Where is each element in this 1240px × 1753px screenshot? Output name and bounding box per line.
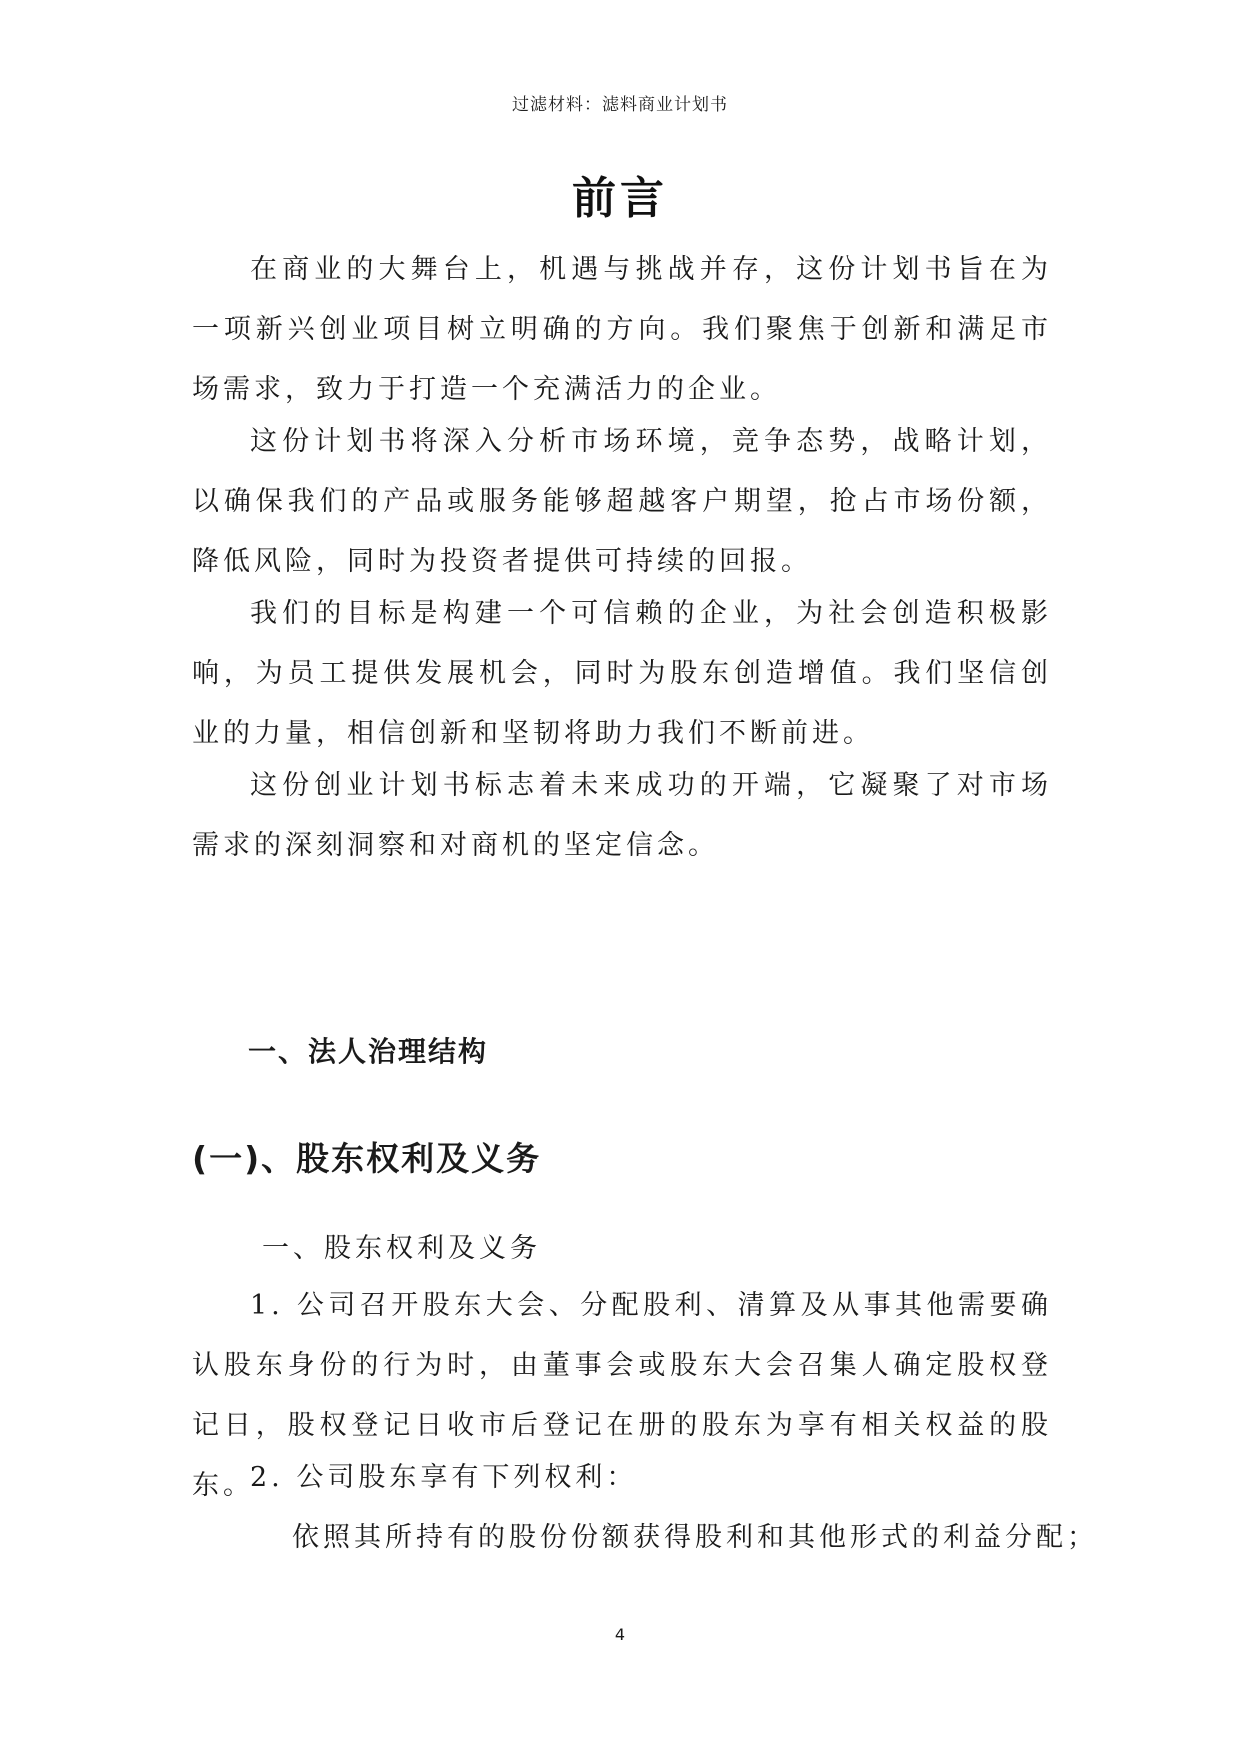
preface-paragraph-1: 在商业的大舞台上，机遇与挑战并存，这份计划书旨在为一项新兴创业项目树立明确的方向。我们聚焦于创新和满足市场需求，致力于打造一个充满活力的企业。 (192, 254, 1052, 405)
preface-paragraph-3: 我们的目标是构建一个可信赖的企业，为社会创造积极影响，为员工提供发展机会，同时为股东创造增值。我们坚信创业的力量，相信创新和坚韧将助力我们不断前进。 (192, 598, 1052, 749)
running-header: 过滤材料：滤料商业计划书 (512, 95, 728, 115)
list-item-1: 1. 公司召开股东大会、分配股利、清算及从事其他需要确认股东身份的行为时，由董事会或股东大会召集人确定股权登记日，股权登记日收市后登记在册的股东为享有相关权益的股东。 (192, 1290, 1052, 1501)
section-heading: 一、法人治理结构 (248, 1035, 489, 1068)
subsection-title: 一、股东权利及义务 (262, 1233, 541, 1264)
preface-paragraph-4: 这份创业计划书标志着未来成功的开端，它凝聚了对市场需求的深刻洞察和对商机的坚定信念。 (192, 770, 1052, 861)
rights-item-1: 依照其所持有的股份份额获得股利和其他形式的利益分配； (292, 1522, 1098, 1553)
page-title: 前言 (572, 173, 668, 224)
subsection-heading: (一)、股东权利及义务 (192, 1139, 542, 1178)
preface-paragraph-2: 这份计划书将深入分析市场环境，竞争态势，战略计划，以确保我们的产品或服务能够超越客户期望，抢占市场份额，降低风险，同时为投资者提供可持续的回报。 (192, 426, 1052, 577)
page-number: 4 (614, 1625, 626, 1644)
list-item-2: 2. 公司股东享有下列权利： (250, 1462, 638, 1493)
